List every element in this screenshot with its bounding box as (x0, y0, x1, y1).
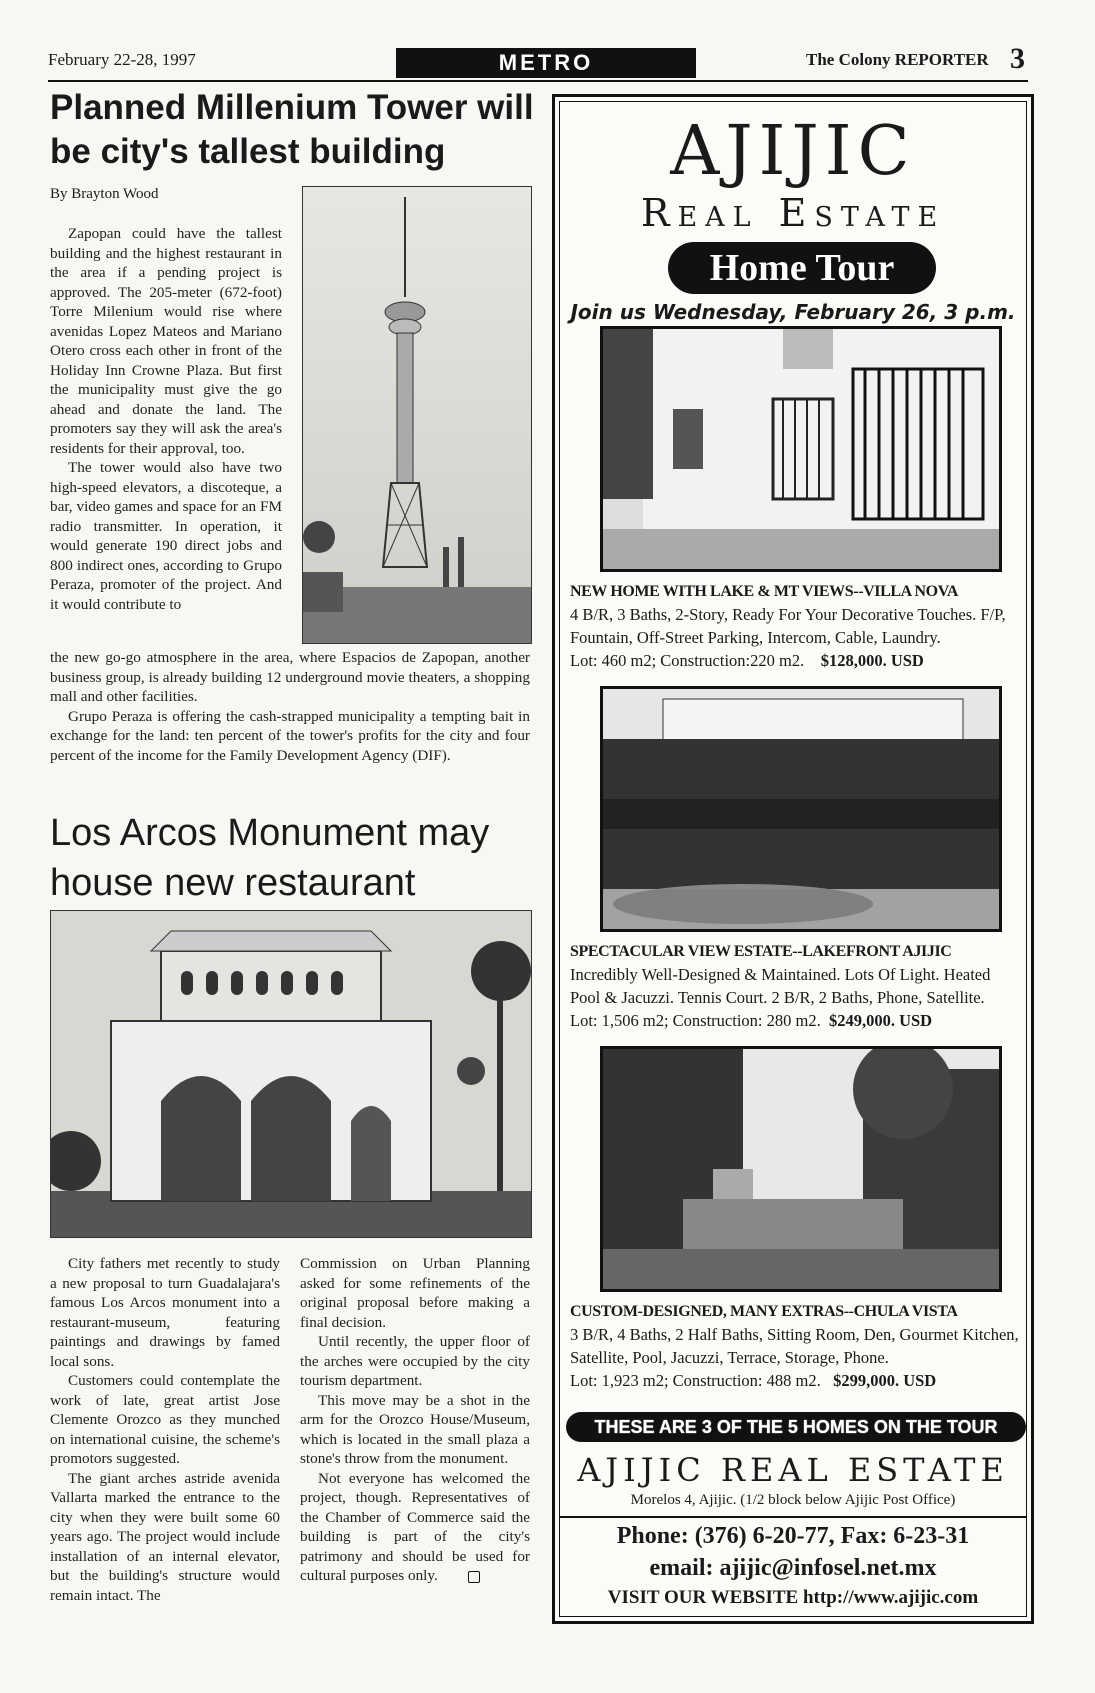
newspaper-name: The Colony REPORTER (806, 50, 989, 69)
listing-size-price: Lot: 1,923 m2; Construction: 488 m2. $299,000. USD (570, 1371, 937, 1390)
home-tour-badge: Home Tour (668, 242, 936, 294)
listing-3-photo (600, 1046, 1002, 1292)
article2-paragraph: City fathers met recently to study a new proposal to turn Guadalajara's famous Los Arcos monument into a restaurant-museum, featuring paintings and drawings by famed local sons. (50, 1255, 280, 1370)
listing-price: $249,000. USD (828, 1011, 933, 1030)
ad-phone: Phone: (376) 6-20-77, Fax: 6-23-31 (616, 1523, 970, 1549)
ad-website: VISIT OUR WEBSITE http://www.ajijic.com (607, 1587, 979, 1608)
listing-price: $299,000. USD (833, 1371, 937, 1390)
listing-title: NEW HOME WITH LAKE & MT VIEWS--VILLA NOVA (570, 583, 958, 600)
ad-divider (560, 1516, 1026, 1518)
listing-description: 4 B/R, 3 Baths, 2-Story, Ready For Your Decorative Touches. F/P, Fountain, Off-Street Parking, Intercom, Cable, Laundry. (570, 605, 1006, 647)
article2-paragraph: Until recently, the upper floor of the arches were occupied by the city tourism department. (300, 1333, 530, 1389)
article1-paragraph: Grupo Peraza is offering the cash-strapped municipality a tempting bait in exchange for the land: ten percent of the tower's profits for the city and four percent of the income for the Family Development Agency (DIF). (50, 707, 530, 764)
listing-3 (570, 1300, 1024, 1392)
issue-date: February 22-28, 1997 (48, 50, 196, 69)
masthead-rule (48, 80, 1028, 82)
section-label: METRO (396, 48, 696, 78)
listing-2-photo (600, 686, 1002, 932)
ad-address: Morelos 4, Ajijic. (1/2 block below Ajijic Post Office) (630, 1492, 956, 1508)
listing-1-photo (600, 326, 1002, 572)
article1-paragraph: the new go-go atmosphere in the area, where Espacios de Zapopan, another business group, is already building 12 underground movie theaters, a shopping mall and other facilities. (50, 649, 530, 705)
tour-banner: THESE ARE 3 OF THE 5 HOMES ON THE TOUR (566, 1412, 1026, 1442)
listing-description: 3 B/R, 4 Baths, 2 Half Baths, Sitting Room, Den, Gourmet Kitchen, Satellite, Pool, Jacuzzi, Terrace, Storage, Phone. (570, 1325, 1019, 1367)
article2-paragraph: The giant arches astride avenida Vallarta marked the entrance to the city when they were built some 60 years ago. The project would include installation of an internal elevator, but the building's structure would remain intact. The (50, 1469, 280, 1604)
ad-brand-logo: AJIJIC (670, 112, 916, 191)
tower-illustration (302, 186, 532, 644)
listing-2 (570, 940, 1024, 1032)
article2-paragraph: Customers could contemplate the work of late, great artist Jose Clemente Orozco as they munched on international cuisine, the scheme's promotors suggested. (50, 1372, 280, 1467)
article2-paragraph: Commission on Urban Planning asked for some refinements of the original proposal before making a final decision. (300, 1255, 530, 1331)
listing-title: CUSTOM-DESIGNED, MANY EXTRAS--CHULA VISTA (570, 1303, 958, 1320)
article1-headline: Planned Millenium Tower will be city's tallest building (50, 88, 534, 171)
real-estate-ad (552, 94, 1034, 1624)
article1-continued (50, 648, 530, 765)
article1-paragraph: The tower would also have two high-speed elevators, a discoteque, a bar, video games and space for an FM radio transmitter. In operation, it would generate 190 direct jobs and 800 indirect ones, according to Grupo Peraza, promoter of the project. And it would contribute to (50, 459, 282, 613)
ad-brand-footer: AJIJIC REAL ESTATE (577, 1451, 1009, 1489)
ad-frame (559, 101, 1027, 1617)
ad-email: email: ajijic@infosel.net.mx (649, 1555, 937, 1581)
article2-paragraph: Not everyone has welcomed the project, though. Representatives of the Chamber of Commerce said the building is part of the city's patrimony and should be used for cultural purposes only. (300, 1469, 530, 1584)
article2-column-1 (50, 1254, 280, 1605)
listing-description: Incredibly Well-Designed & Maintained. Lots Of Light. Heated Pool & Jacuzzi. Tennis Court. 2 B/R, 2 Baths, Phone, Satellite. (570, 965, 991, 1007)
article1-column (50, 224, 282, 614)
listing-title: SPECTACULAR VIEW ESTATE--LAKEFRONT AJIJIC (570, 943, 952, 960)
article2-headline: Los Arcos Monument may house new restaurant (50, 812, 490, 904)
los-arcos-photo (50, 910, 532, 1238)
article1-paragraph: Zapopan could have the tallest building and the highest restaurant in the area if a pending project is approved. The 205-meter (672-foot) Torre Milenium would rise where avenidas Lopez Mateos and Mariano Otero cross each other in front of the Holiday Inn Crowne Plaza. But first the municipality must give the go ahead and donate the land. The promoters say they will ask the area's residents for their approval, too. (50, 225, 282, 457)
listing-size-price: Lot: 1,506 m2; Construction: 280 m2. $249,000. USD (570, 1011, 933, 1030)
tour-date: Join us Wednesday, February 26, 3 p.m. (570, 300, 1016, 324)
listing-price: $128,000. USD (820, 651, 924, 670)
listing-1 (570, 580, 1024, 672)
article1-byline: By Brayton Wood (50, 186, 159, 202)
article2-paragraph: This move may be a shot in the arm for the Orozco House/Museum, which is located in the small plaza a stone's throw from the monument. (300, 1391, 530, 1467)
page-number: 3 (1010, 42, 1025, 75)
listing-size-price: Lot: 460 m2; Construction:220 m2. $128,000. USD (570, 651, 924, 670)
ad-brand-subtitle: Real Estate (640, 191, 946, 235)
article2-column-2 (300, 1254, 530, 1586)
end-of-story-icon (468, 1571, 480, 1583)
